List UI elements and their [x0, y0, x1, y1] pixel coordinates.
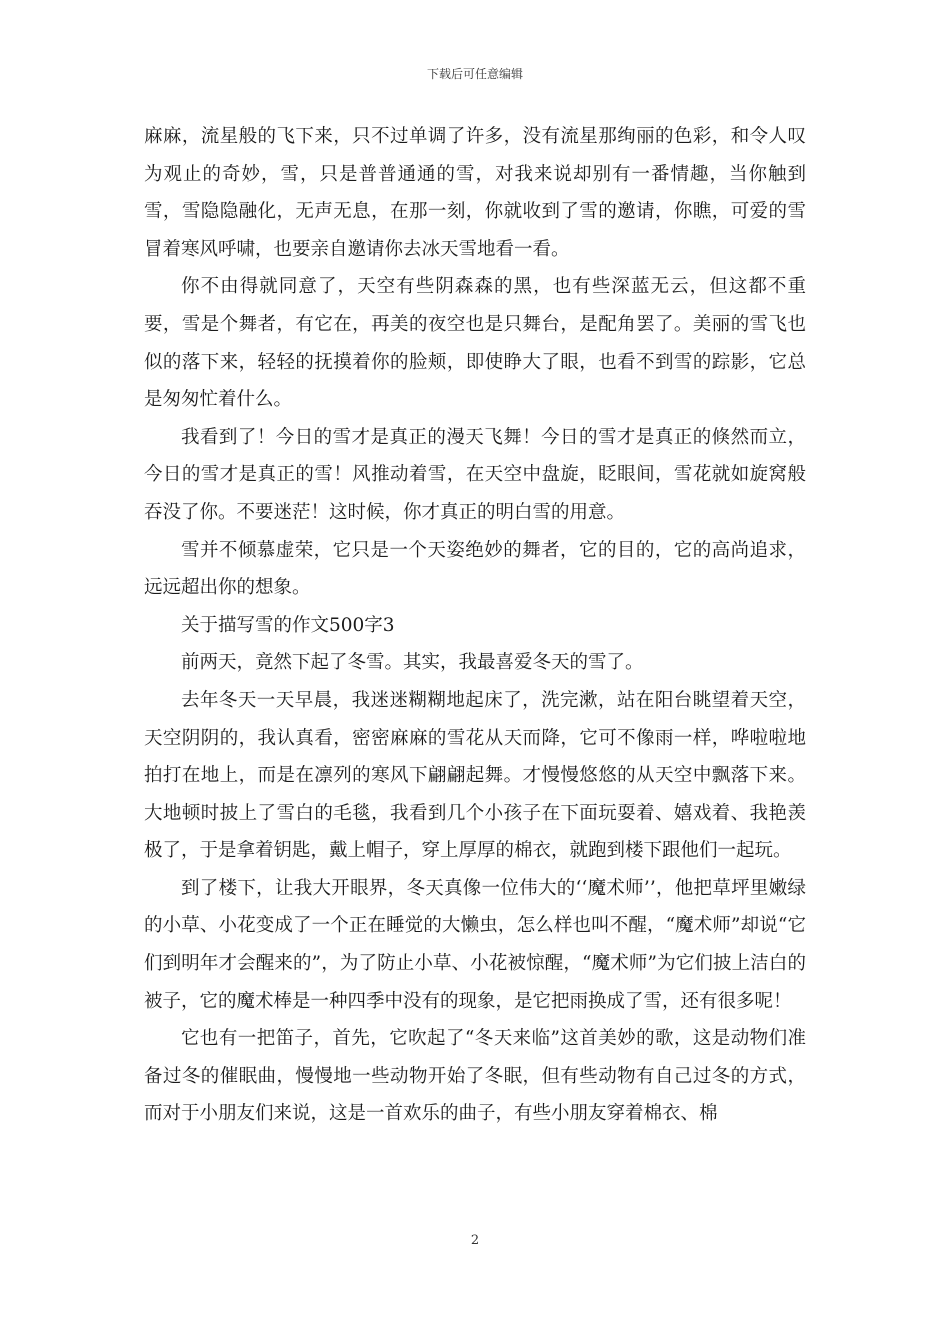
- paragraph: 我看到了！今日的雪才是真正的漫天飞舞！今日的雪才是真正的倏然而立，今日的雪才是真正的雪！风推动着雪，在天空中盘旋，眨眼间，雪花就如旋窝般吞没了你。不要迷茫！这时候，你才真正的明白雪的用意。: [144, 426, 806, 523]
- document-body: [144, 118, 806, 1133]
- paragraph: 到了楼下，让我大开眼界，冬天真像一位伟大的‘‘魔术师’’，他把草坪里嫩绿的小草、小花变成了一个正在睡觉的大懒虫，怎么样也叫不醒，“魔术师”却说“它们到明年才会醒来的”，为了防止小草、小花被惊醒，“魔术师”为它们披上洁白的被子，它的魔术棒是一种四季中没有的现象，是它把雨换成了雪，还有很多呢！: [144, 877, 806, 1012]
- paragraph: 麻麻，流星般的飞下来，只不过单调了许多，没有流星那绚丽的色彩，和令人叹为观止的奇妙，雪，只是普普通通的雪，对我来说却别有一番情趣，当你触到雪，雪隐隐融化，无声无息，在那一刻，你就收到了雪的邀请，你瞧，可爱的雪冒着寒风呼啸，也要亲自邀请你去冰天雪地看一看。: [144, 126, 806, 260]
- paragraph: 前两天，竟然下起了冬雪。其实，我最喜爱冬天的雪了。: [181, 652, 644, 674]
- paragraph: 雪并不倾慕虚荣，它只是一个天姿绝妙的舞者，它的目的，它的高尚追求，远远超出你的想象。: [144, 539, 806, 599]
- page-number: 2: [470, 1233, 480, 1248]
- paragraph: 去年冬天一天早晨，我迷迷糊糊地起床了，洗完漱，站在阳台眺望着天空，天空阴阴的，我认真看，密密麻麻的雪花从天而降，它可不像雨一样，哗啦啦地拍打在地上，而是在凛列的寒风下翩翩起舞。才慢慢悠悠的从天空中飘落下来。大地顿时披上了雪白的毛毯，我看到几个小孩子在下面玩耍着、嬉戏着、我艳羡极了，于是拿着钥匙，戴上帽子，穿上厚厚的棉衣，就跑到楼下跟他们一起玩。: [144, 689, 806, 862]
- paragraph: 它也有一把笛子，首先，它吹起了“冬天来临”这首美妙的歌，这是动物们准备过冬的催眠曲，慢慢地一些动物开始了冬眠，但有些动物有自己过冬的方式，而对于小朋友们来说，这是一首欢乐的曲子，有些小朋友穿着棉衣、棉: [144, 1028, 806, 1125]
- paragraph: 你不由得就同意了，天空有些阴森森的黑，也有些深蓝无云，但这都不重要，雪是个舞者，有它在，再美的夜空也是只舞台，是配角罢了。美丽的雪飞也似的落下来，轻轻的抚摸着你的脸颊，即使睁大了眼，也看不到雪的踪影，它总是匆匆忙着什么。: [144, 276, 806, 411]
- section-heading: 关于描写雪的作文500字3: [181, 614, 395, 636]
- page-header: 下载后可任意编辑: [426, 67, 523, 81]
